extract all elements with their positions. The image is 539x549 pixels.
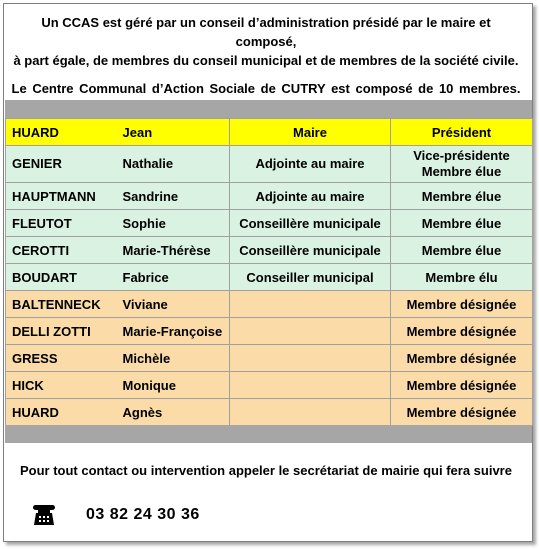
member-nom: HUARD (6, 119, 117, 146)
member-role-text: Membre élu (425, 269, 498, 285)
member-fonction (230, 399, 391, 426)
member-role-text: Vice-présidente (413, 148, 510, 163)
intro-line-1: Un CCAS est géré par un conseil d’administration présidé par le maire et composé, (41, 15, 491, 49)
member-nom: BOUDART (6, 264, 117, 291)
table-row (6, 264, 533, 291)
table-row (6, 183, 533, 210)
member-role (391, 237, 533, 264)
member-fonction (230, 291, 391, 318)
member-prenom: Fabrice (117, 264, 230, 291)
member-role (391, 264, 533, 291)
table-row (6, 119, 533, 146)
member-role-text: Membre élue (421, 215, 502, 231)
table-row (6, 345, 533, 372)
gray-band-top (5, 100, 532, 118)
table-row (6, 146, 533, 183)
member-fonction: Conseillère municipale (230, 210, 391, 237)
member-role-text: Membre désignée (406, 404, 517, 420)
member-prenom: Sandrine (117, 183, 230, 210)
member-nom: FLEUTOT (6, 210, 117, 237)
intro-text (10, 13, 522, 98)
table-row (6, 372, 533, 399)
member-role (391, 318, 533, 345)
gray-band-bottom (5, 425, 532, 443)
member-fonction: Adjointe au maire (230, 183, 391, 210)
member-role (391, 119, 533, 146)
intro-line-2: à part égale, de membres du conseil municipal et de membres de la société civile. (13, 53, 519, 68)
member-fonction: Adjointe au maire (230, 146, 391, 183)
member-role-text: Président (431, 124, 492, 140)
table-row (6, 318, 533, 345)
member-nom: HUARD (6, 399, 117, 426)
member-nom: DELLI ZOTTI (6, 318, 117, 345)
member-role-text-2: Membre élue (421, 164, 502, 179)
member-nom: HAUPTMANN (6, 183, 117, 210)
member-prenom: Sophie (117, 210, 230, 237)
member-nom: CEROTTI (6, 237, 117, 264)
member-role-text: Membre désignée (406, 296, 517, 312)
member-nom: GRESS (6, 345, 117, 372)
member-role (391, 146, 533, 183)
member-role-text: Membre désignée (406, 350, 517, 366)
member-prenom: Nathalie (117, 146, 230, 183)
member-fonction (230, 345, 391, 372)
member-fonction (230, 372, 391, 399)
member-role (391, 345, 533, 372)
member-fonction (230, 318, 391, 345)
member-role (391, 372, 533, 399)
table-row (6, 210, 533, 237)
intro-line-3: Le Centre Communal d’Action Sociale de CUTRY est composé de 10 membres. (11, 81, 521, 96)
member-role-text: Membre élue (421, 188, 502, 204)
table-row (6, 399, 533, 426)
member-prenom: Viviane (117, 291, 230, 318)
contact-text: Pour tout contact ou intervention appeler le secrétariat de mairie qui fera suivre (20, 463, 512, 478)
member-role (391, 183, 533, 210)
members-table-body (6, 119, 533, 426)
member-nom: BALTENNECK (6, 291, 117, 318)
phone-row (32, 502, 200, 528)
member-nom: HICK (6, 372, 117, 399)
member-prenom: Marie-Françoise (117, 318, 230, 345)
members-table (5, 118, 533, 426)
member-prenom: Agnès (117, 399, 230, 426)
table-row (6, 291, 533, 318)
member-prenom: Jean (117, 119, 230, 146)
member-fonction: Maire (230, 119, 391, 146)
telephone-icon (32, 504, 56, 526)
member-role-text: Membre désignée (406, 377, 517, 393)
member-fonction: Conseillère municipale (230, 237, 391, 264)
member-role (391, 291, 533, 318)
phone-number: 03 82 24 30 36 (86, 506, 200, 523)
member-nom: GENIER (6, 146, 117, 183)
member-fonction: Conseiller municipal (230, 264, 391, 291)
member-role (391, 210, 533, 237)
table-row (6, 237, 533, 264)
member-role-text: Membre élue (421, 242, 502, 258)
member-prenom: Monique (117, 372, 230, 399)
member-prenom: Marie-Thérèse (117, 237, 230, 264)
member-prenom: Michèle (117, 345, 230, 372)
member-role-text: Membre désignée (406, 323, 517, 339)
member-role (391, 399, 533, 426)
